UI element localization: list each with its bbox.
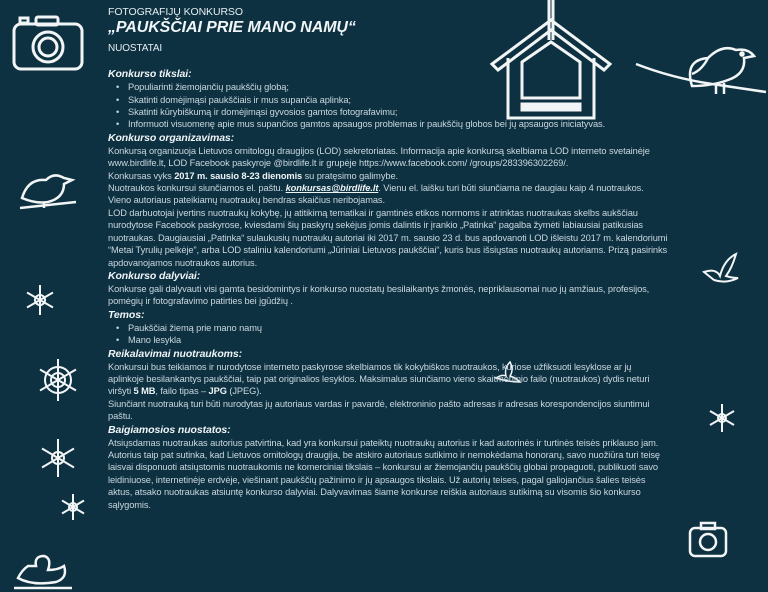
list-item: • Populiarinti žiemojančių paukščių globą; xyxy=(116,81,668,93)
requirements-text xyxy=(108,361,668,398)
goals-list xyxy=(108,81,668,131)
list-item: • Paukščiai žiemą prie mano namų xyxy=(116,322,668,334)
text: su pratęsimo galimybe. xyxy=(302,170,399,181)
text: Konkursui bus teikiamos ir nurodytose interneto paskyrose skelbiamos tik kokybiškos nuotraukos, kuriose užfiksuoti lesyklose ar jų aplinkoje besilankantys paukščiai, taip pat originalios lesyklos. Maksimalus siunčiamo vieno skaitmeninio failo (nuotraukos) dydis neturi viršyti xyxy=(108,361,650,397)
snowflake-icon xyxy=(22,282,58,318)
camera-icon xyxy=(12,14,84,72)
text: . Vienu el. laišku turi būti siunčiama ne daugiau kaip 4 nuotraukos. Vieno autoriaus pateikiamų nuotraukų bendras skaičius neribojamas. xyxy=(108,183,644,206)
snowflake-icon xyxy=(706,402,738,434)
snowflake-icon xyxy=(58,492,88,522)
themes-list xyxy=(108,322,668,347)
author-info-text: Siunčiant nuotrauką turi būti nurodytas jų autoriaus vardas ir pavardė, elektroninio pašto adresas ir adresas korespondencijos siuntimui paštu. xyxy=(108,398,650,422)
submission-text xyxy=(108,182,668,207)
dates-text xyxy=(108,170,668,182)
email-link[interactable]: konkursas@birdlife.lt xyxy=(285,183,379,194)
document-subtitle: NUOSTATAI xyxy=(108,42,163,54)
list-item: • Skatinti kūrybiškumą ir domėjimąsi gyvosios gamtos fotografavimu; xyxy=(116,106,668,118)
final-heading: Baigiamosios nuostatos: xyxy=(108,423,231,436)
text: (JPEG). xyxy=(226,386,262,397)
file-type: JPG xyxy=(208,386,227,397)
duck-icon xyxy=(12,552,74,592)
camera-small-icon xyxy=(686,518,730,562)
page-title: „PAUKŠČIAI PRIE MANO NAMŲ“ xyxy=(108,19,356,37)
participants-heading: Konkurso dalyviai: xyxy=(108,269,201,282)
text: Nuotraukos konkursui siunčiamos el. paštu. xyxy=(108,183,286,194)
goals-heading: Konkurso tikslai: xyxy=(108,68,192,81)
themes-heading: Temos: xyxy=(108,308,145,321)
contest-kicker: FOTOGRAFIJŲ KONKURSO xyxy=(108,6,243,18)
requirements-heading: Reikalavimai nuotraukoms: xyxy=(108,347,243,360)
rules-document xyxy=(108,4,668,511)
evaluation-text: LOD darbuotojai įvertins nuotraukų kokybę, jų atitikimą tematikai ir gamtinės etikos normoms ir atrinktas nuotraukas skelbs aukščiau nurodytose Facebook paskyrose, kviesdami šių paskyrų sekėjus jomis dalintis ir įrankio „Patinka“ pagalba žymėti labiausiai patikusias nuotraukas. Daugiausiai „Patinka“ sulaukusių nuotraukų autoriai iki 2017 m. sausio 23 d. bus apdovanoti LOD išleistu 2017 m. kalendoriumi “Metai Tyrulių pelkėje”, arba LOD staliniu kalendoriumi „Jūriniai Lietuvos paukščiai“, kuris bus išsiųstas nuotraukų autoriams. Prizą pasirinks apdovanojamos nuotraukos autorius. xyxy=(108,207,668,268)
list-item: • Skatinti domėjimąsi paukščiais ir mus supančia aplinka; xyxy=(116,94,668,106)
final-text: Atsiųsdamas nuotraukas autorius patvirtina, kad yra konkursui pateiktų nuotraukų autorius ir kad autorinės ir turtinės teisės priklauso jam. Autorius taip pat sutinka, kad Lietuvos ornitologų draugija, be atskiro autoriaus sutikimo ir nemokėdama honorarų, savo nuožiūra turi teisę laisvai disponuoti atsiųstomis nuotraukomis ne komerciniai tikslais – konkursui ar žiemojančių paukščių globai propaguoti, publikuoti savo leidiniuose, internetinėje erdvėje, viešinant paukščių pažinimo ir jų apsaugos tikslais. Už autorių teises, pagal galiojančius šalies teisės aktus, atsako nuotraukas atsiuntę konkurso dalyviai. Dalyvavimas šiame konkurse reiškia autoriaus sutikimą su visomis šio konkurso sąlygomis. xyxy=(108,437,660,510)
bird-left-icon xyxy=(18,168,78,218)
text: Konkursas vyks xyxy=(108,170,175,181)
organization-text: Konkursą organizuoja Lietuvos ornitologų draugijos (LOD) sekretoriatas. Informacija apie konkursą skelbiama LOD interneto svetainėje www.birdlife.lt, LOD Facebook paskyroje @birdlife.lt ir grupėje https://www.facebook.com/ /groups/283396302269/. xyxy=(108,145,650,169)
max-size: 5 MB xyxy=(133,386,156,397)
snowflake-icon xyxy=(34,356,82,404)
participants-text: Konkurse gali dalyvauti visi gamta besidomintys ir konkurso nuostatų besilaikantys žmonės, nepriklausomai nuo jų amžiaus, profesijos, pomėgių ir fotografavimo patirties bei įgūdžių . xyxy=(108,283,650,307)
list-item: • Mano lesykla xyxy=(116,334,668,346)
text: , failo tipas – xyxy=(155,386,209,397)
list-item: • Informuoti visuomenę apie mus supančios gamtos apsaugos problemas ir paukščių globos bei jų apsaugos iniciatyvas. xyxy=(116,118,668,130)
flying-bird-icon xyxy=(700,250,742,286)
organization-heading: Konkurso organizavimas: xyxy=(108,131,235,144)
snowflake-icon xyxy=(36,436,80,480)
dates: 2017 m. sausio 8-23 dienomis xyxy=(174,170,303,181)
